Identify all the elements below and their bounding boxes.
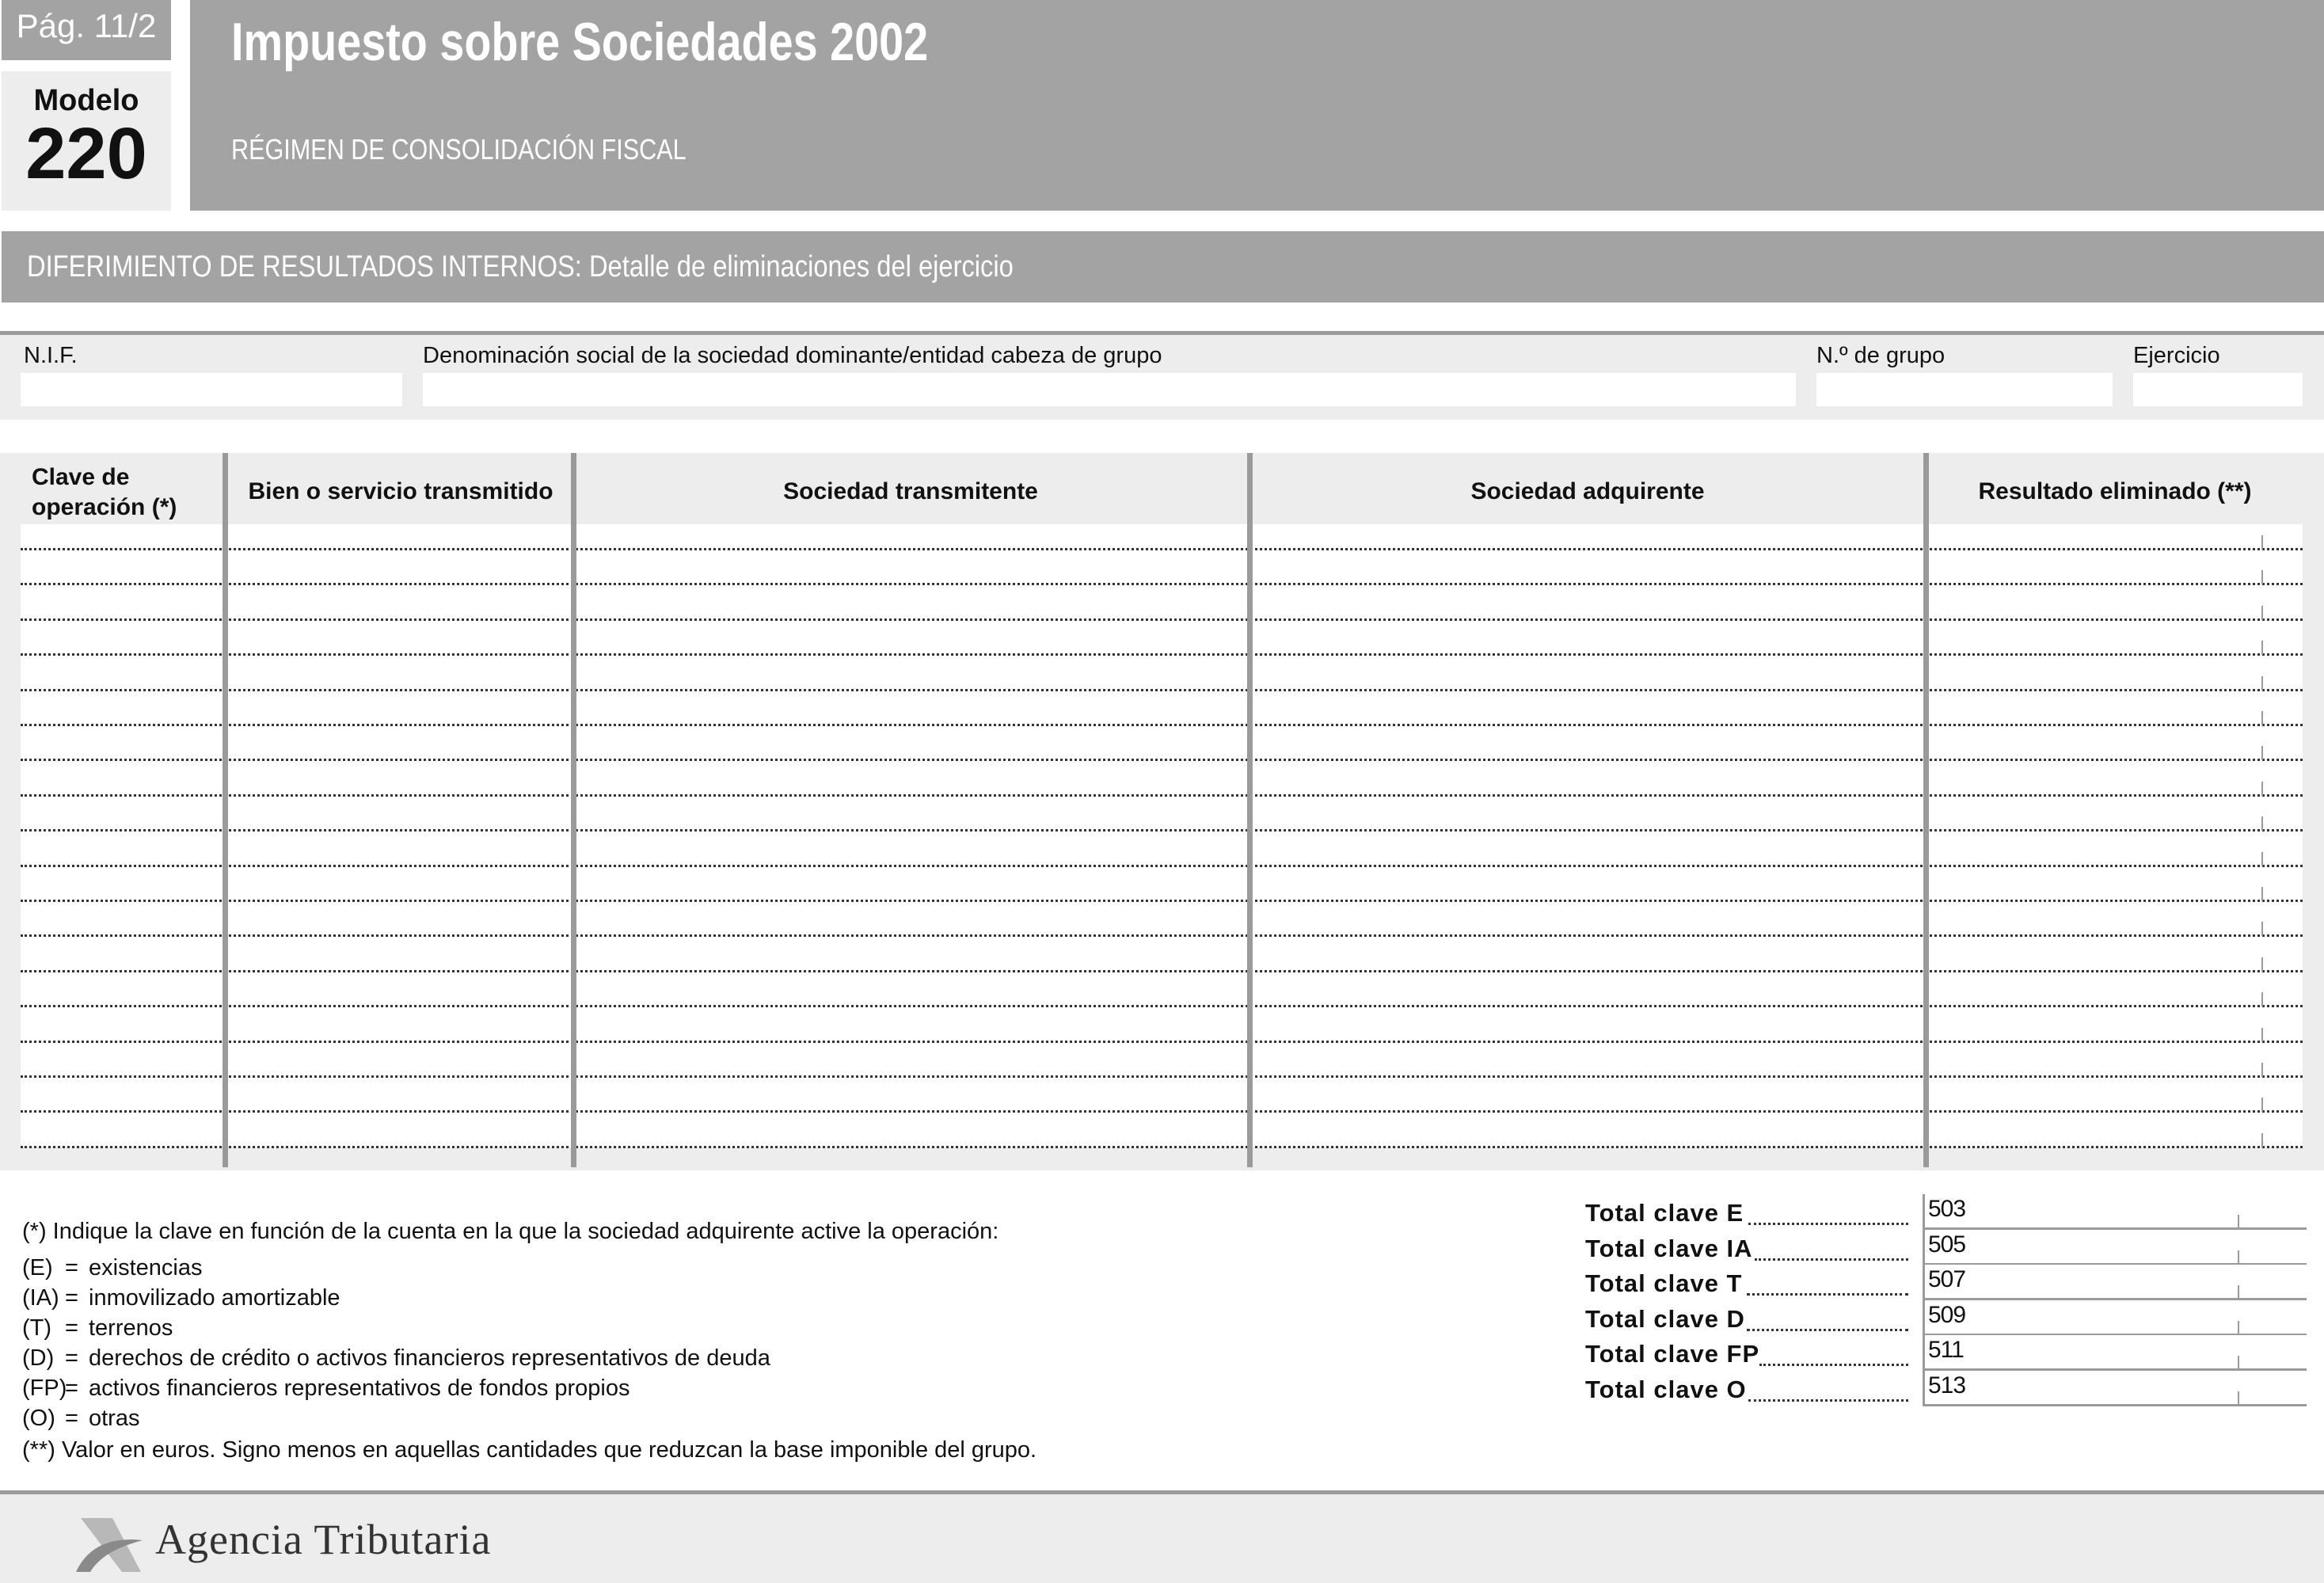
decimal-separator-tick: [2238, 1250, 2239, 1263]
total-box-code: 509: [1928, 1301, 1966, 1328]
table-row[interactable]: [21, 829, 2303, 831]
decimal-separator-tick: [2238, 1391, 2239, 1404]
legend-text: otras: [89, 1406, 140, 1431]
eliminations-table: [0, 453, 2324, 1463]
nif-field[interactable]: [21, 373, 402, 406]
table-row[interactable]: [21, 1041, 2303, 1043]
total-box-code: 511: [1928, 1337, 1964, 1364]
total-label: Total clave IA: [1585, 1234, 1753, 1262]
table-row[interactable]: [21, 724, 2303, 726]
total-leader-dots: [1748, 1223, 1908, 1225]
legend-code: (FP): [22, 1376, 67, 1401]
total-box-code: 503: [1928, 1196, 1966, 1222]
legend-code: (D): [22, 1345, 55, 1371]
company-name-field[interactable]: [423, 373, 1796, 406]
decimal-separator-tick: [2261, 746, 2263, 760]
total-box-code: 507: [1928, 1266, 1966, 1293]
legend-equals: =: [65, 1255, 78, 1280]
column-divider: [223, 453, 228, 1167]
column-header-clave: Clave de operación (*): [32, 464, 177, 520]
table-row[interactable]: [21, 865, 2303, 867]
decimal-separator-tick: [2238, 1215, 2239, 1227]
company-name-label: Denominación social de la sociedad dominante/entidad cabeza de grupo: [423, 343, 1162, 368]
legend-equals: =: [65, 1345, 78, 1371]
section-title: DIFERIMIENTO DE RESULTADOS INTERNOS: Detalle de eliminaciones del ejercicio: [27, 250, 1014, 283]
fiscal-year-label: Ejercicio: [2133, 343, 2220, 368]
footer: [0, 1490, 2324, 1583]
decimal-separator-tick: [2261, 641, 2263, 655]
decimal-separator-tick: [2238, 1321, 2239, 1334]
page-number: Pág. 11/2: [2, 0, 171, 60]
legend-text: activos financieros representativos de fondos propios: [89, 1376, 630, 1401]
decimal-separator-tick: [2238, 1356, 2239, 1368]
total-label: Total clave O: [1585, 1376, 1747, 1403]
legend-equals: =: [65, 1376, 78, 1401]
table-row[interactable]: [21, 618, 2303, 621]
total-value-field[interactable]: [1923, 1194, 2307, 1230]
legend-text: derechos de crédito o activos financieros representativos de deuda: [89, 1345, 770, 1371]
decimal-separator-tick: [2261, 782, 2263, 796]
decimal-separator-tick: [2261, 887, 2263, 901]
identification-block: [0, 331, 2324, 420]
table-row[interactable]: [21, 1146, 2303, 1148]
decimal-separator-tick: [2261, 711, 2263, 725]
total-label: Total clave E: [1585, 1199, 1744, 1227]
table-row[interactable]: [21, 548, 2303, 550]
total-value-field[interactable]: [1923, 1265, 2307, 1300]
total-value-field[interactable]: [1923, 1371, 2307, 1406]
decimal-separator-tick: [2261, 957, 2263, 972]
decimal-separator-tick: [2261, 1028, 2263, 1042]
decimal-separator-tick: [2261, 1133, 2263, 1147]
table-row[interactable]: [21, 1110, 2303, 1113]
table-row[interactable]: [21, 653, 2303, 656]
total-leader-dots: [1755, 1258, 1908, 1261]
decimal-separator-tick: [2261, 570, 2263, 584]
table-row[interactable]: [21, 583, 2303, 585]
legend-text: terrenos: [89, 1315, 173, 1341]
decimal-separator-tick: [2261, 1063, 2263, 1077]
agencia-tributaria-logo-icon: [73, 1513, 146, 1577]
total-box-code: 505: [1928, 1231, 1966, 1258]
decimal-separator-tick: [2261, 922, 2263, 936]
total-label: Total clave FP: [1585, 1340, 1760, 1368]
decimal-separator-tick: [2261, 606, 2263, 620]
table-rows[interactable]: [21, 524, 2303, 1147]
column-divider: [571, 453, 576, 1167]
model-box: [2, 71, 171, 211]
total-leader-dots: [1747, 1329, 1908, 1331]
page-subtitle: RÉGIMEN DE CONSOLIDACIÓN FISCAL: [231, 133, 687, 166]
nif-label: N.I.F.: [24, 343, 78, 368]
table-row[interactable]: [21, 1075, 2303, 1078]
decimal-separator-tick: [2261, 992, 2263, 1006]
legend-equals: =: [65, 1285, 78, 1311]
title-band: [190, 0, 2324, 211]
total-label: Total clave T: [1585, 1269, 1743, 1298]
column-divider: [1923, 453, 1929, 1167]
legend-equals: =: [65, 1315, 78, 1341]
decimal-separator-tick: [2261, 535, 2263, 550]
column-divider: [1247, 453, 1253, 1167]
total-leader-dots: [1747, 1293, 1908, 1296]
table-row[interactable]: [21, 934, 2303, 937]
table-row[interactable]: [21, 970, 2303, 972]
legend-code: (T): [22, 1315, 52, 1341]
legend-equals: =: [65, 1406, 78, 1431]
model-number: 220: [25, 113, 147, 194]
total-leader-dots: [1759, 1364, 1908, 1366]
decimal-separator-tick: [2261, 816, 2263, 831]
decimal-separator-tick: [2238, 1285, 2239, 1298]
decimal-separator-tick: [2261, 852, 2263, 866]
column-header-transmitente: Sociedad transmitente: [783, 478, 1038, 504]
group-number-label: N.º de grupo: [1816, 343, 1946, 368]
table-row[interactable]: [21, 900, 2303, 902]
agency-name: Agencia Tributaria: [155, 1516, 492, 1563]
total-value-field[interactable]: [1923, 1335, 2307, 1371]
column-header-resultado: Resultado eliminado (**): [1978, 478, 2252, 504]
table-row[interactable]: [21, 794, 2303, 797]
legend-text: inmovilizado amortizable: [89, 1285, 340, 1311]
table-row[interactable]: [21, 759, 2303, 761]
fiscal-year-field[interactable]: [2133, 373, 2303, 406]
page-title: Impuesto sobre Sociedades 2002: [231, 12, 929, 72]
legend-text: existencias: [89, 1255, 203, 1280]
total-leader-dots: [1748, 1399, 1908, 1402]
table-row[interactable]: [21, 1005, 2303, 1007]
total-label: Total clave D: [1585, 1304, 1745, 1333]
decimal-separator-tick: [2261, 676, 2263, 691]
total-box-code: 513: [1928, 1372, 1966, 1398]
section-band: [2, 231, 2324, 303]
total-value-field[interactable]: [1923, 1230, 2307, 1265]
notes-intro: (*) Indique la clave en función de la cuenta en la que la sociedad adquirente active la operación:: [22, 1219, 999, 1244]
legend-code: (IA): [22, 1285, 59, 1311]
column-header-bien: Bien o servicio transmitido: [248, 478, 553, 504]
total-value-field[interactable]: [1923, 1300, 2307, 1336]
model-label: Modelo: [33, 84, 139, 117]
legend-code: (E): [22, 1255, 53, 1280]
legend-code: (O): [22, 1406, 55, 1431]
group-number-field[interactable]: [1816, 373, 2113, 406]
notes-footnote: (**) Valor en euros. Signo menos en aquellas cantidades que reduzcan la base imponible del grupo.: [22, 1437, 1037, 1463]
table-row[interactable]: [21, 689, 2303, 691]
decimal-separator-tick: [2261, 1098, 2263, 1112]
column-header-adquirente: Sociedad adquirente: [1470, 478, 1705, 504]
